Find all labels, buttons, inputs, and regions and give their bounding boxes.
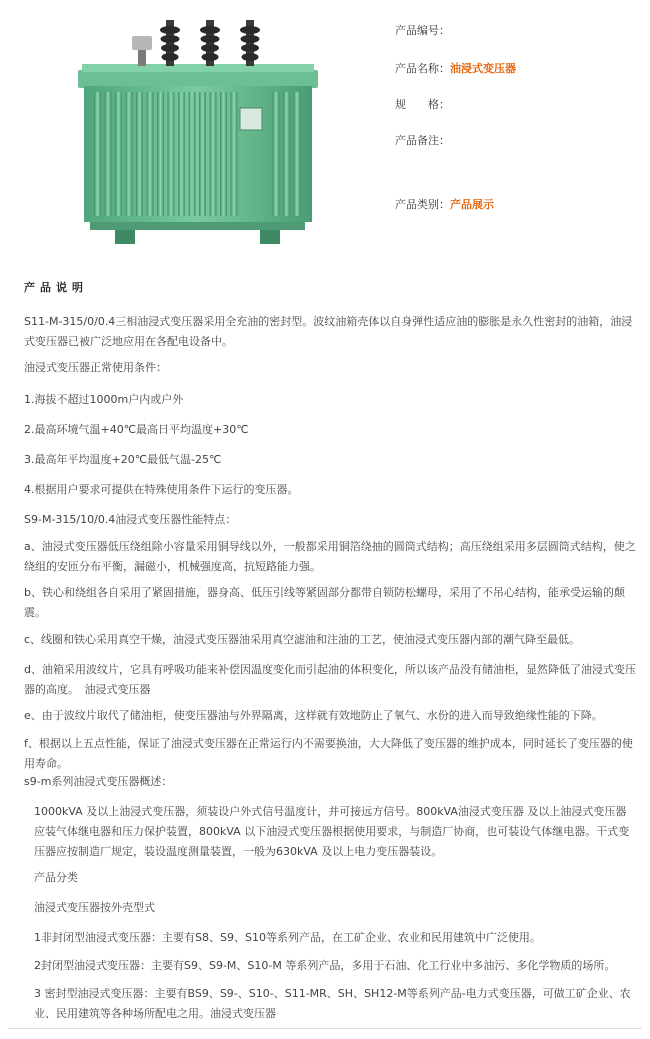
desc-paragraph: e、由于波纹片取代了储油柜，使变压器油与外界隔离，这样就有效地防止了氧气、水份的进入而导致绝缘性能的下降。 (24, 709, 603, 722)
product-category-label: 产品类别： (395, 198, 450, 211)
desc-paragraph: S11-M-315/0/0.4三相油浸式变压器采用全充油的密封型。波纹油箱壳体以自身弹性适应油的膨胀是永久性密封的油箱，油浸式变压器已被广泛地应用在各配电设备中。 (24, 315, 633, 348)
desc-paragraph: 3 密封型油浸式变压器：主要有BS9、S9-、S10-、S11-MR、SH、SH12-M等系列产品-电力式变压器，可做工矿企业、农业、民用建筑等各种场所配电之用。油浸式变压器 (34, 987, 631, 1020)
desc-paragraph: d、油箱采用波纹片，它具有呼吸功能来补偿因温度变化而引起油的体积变化，所以该产品没有储油柜，显然降低了油浸式变压器的高度。 油浸式变压器 (24, 663, 636, 696)
product-number-row (395, 22, 450, 38)
desc-paragraph: 2封闭型油浸式变压器：主要有S9、S9-M、S10-M 等系列产品，多用于石油、化工行业中多油污、多化学物质的场所。 (34, 959, 616, 972)
radiator-fin (231, 92, 238, 216)
bottom-divider (8, 1028, 642, 1029)
product-name-label: 产品名称： (395, 62, 450, 75)
product-number-label: 产品编号： (395, 24, 450, 37)
radiator-fin (94, 92, 101, 216)
desc-paragraph: c、线圈和铁心采用真空干燥，油浸式变压器油采用真空滤油和注油的工艺，使油浸式变压器内部的潮气降至最低。 (24, 633, 581, 646)
product-category-link[interactable]: 产品展示 (450, 198, 494, 211)
bushing-shed (240, 26, 260, 34)
radiator-fin (273, 92, 280, 216)
desc-paragraph: 油浸式变压器按外壳型式 (34, 901, 155, 914)
radiator-fin (283, 92, 290, 216)
desc-paragraph: 3.最高年平均温度+20℃最低气温-25℃ (24, 453, 222, 466)
radiator-fin (126, 92, 133, 216)
product-spec-row (395, 96, 450, 112)
desc-paragraph: 油浸式变压器正常使用条件： (24, 361, 167, 374)
product-name-row (395, 60, 516, 76)
radiator-fin (136, 92, 143, 216)
desc-paragraph: 产品分类 (34, 871, 78, 884)
bushing-shed (162, 53, 179, 61)
desc-paragraph: 1000kVA 及以上油浸式变压器，须装设户外式信号温度计，并可接远方信号。800kVA油浸式变压器 及以上油浸式变压器应装气体继电器和压力保护装置，800kVA 以下油浸式变压器根据使用要求，与制造厂协商，也可装设气体继电器。干式变压器应按制造厂规定，装设温度测量装置，一般为630kVA 及以上电力变压器装设。 (34, 805, 630, 858)
desc-paragraph: 4.根据用户要求可提供在特殊使用条件下运行的变压器。 (24, 483, 299, 496)
bushing-shed (200, 26, 220, 34)
desc-paragraph: 1非封闭型油浸式变压器：主要有S8、S9、S10等系列产品，在工矿企业、农业和民用建筑中广泛使用。 (34, 931, 541, 944)
desc-paragraph: f、根据以上五点性能，保证了油浸式变压器在正常运行内不需要换油，大大降低了变压器的维护成本，同时延长了变压器的使用寿命。 (24, 737, 633, 770)
radiator-fin (199, 92, 206, 216)
desc-paragraph: S9-M-315/10/0.4油浸式变压器性能特点： (24, 513, 237, 526)
bushing-shed (201, 44, 219, 52)
radiator-fin (210, 92, 217, 216)
bushing-shed (241, 35, 260, 43)
desc-paragraph: 1.海拔不超过1000m户内或户外 (24, 393, 184, 406)
radiator-fin (189, 92, 196, 216)
product-category-row (395, 196, 494, 212)
product-remark-label: 产品备注： (395, 134, 450, 147)
bushing-shed (201, 35, 220, 43)
product-spec-label: 规 格： (395, 98, 450, 111)
radiator-fin (220, 92, 227, 216)
radiator-fin (157, 92, 164, 216)
bushing-shed (160, 26, 180, 34)
radiator-fin (147, 92, 154, 216)
desc-paragraph: a、油浸式变压器低压绕组除小容量采用铜导线以外，一般都采用铜箔绕抽的圆筒式结构；高压绕组采用多层圆筒式结构，使之绕组的安匝分布平衡，漏磁小，机械强度高，抗短路能力强。 (24, 540, 636, 573)
radiator-fin (294, 92, 301, 216)
bushing-shed (161, 35, 180, 43)
description-heading: 产品说明 (24, 281, 88, 294)
desc-paragraph: 2.最高环境气温+40℃最高日平均温度+30℃ (24, 423, 249, 436)
radiator-fin (115, 92, 122, 216)
bushing-shed (242, 53, 259, 61)
bushing-shed (202, 53, 219, 61)
product-remark-row (395, 132, 450, 148)
radiator-fin (105, 92, 112, 216)
desc-paragraph: b、铁心和绕组各自采用了紧固措施，器身高、低压引线等紧固部分都带自锁防松螺母，采用了不吊心结构，能承受运输的颠震。 (24, 586, 625, 619)
transformer-product-image (60, 8, 335, 248)
radiator-fin (168, 92, 175, 216)
radiator-fin (178, 92, 185, 216)
desc-paragraph: s9-m系列油浸式变压器概述： (24, 775, 173, 788)
product-name-value[interactable]: 油浸式变压器 (450, 62, 516, 75)
bushing-shed (161, 44, 179, 52)
bushing-shed (241, 44, 259, 52)
